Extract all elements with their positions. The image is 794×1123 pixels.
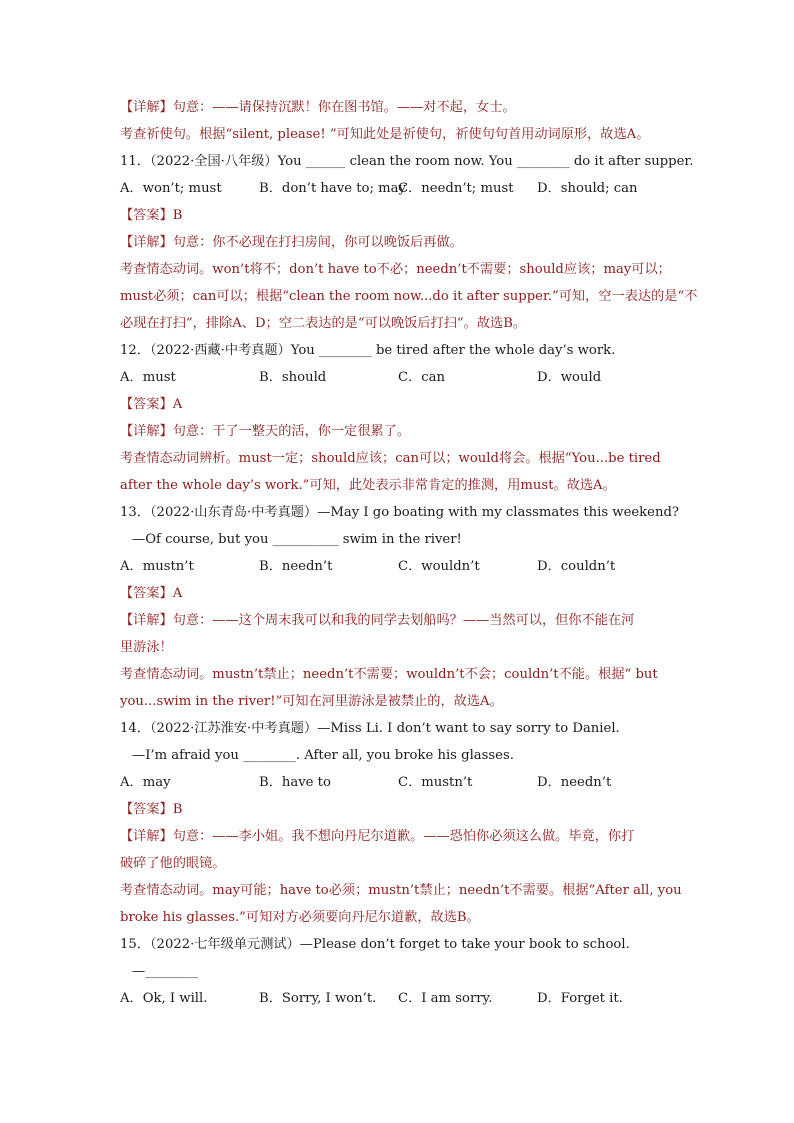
explanation-line: you...swim in the river!”可知在河里游泳是被禁止的，故选A。: [120, 694, 503, 709]
answer-options-row: [120, 553, 674, 580]
answer-option: C．can: [398, 370, 446, 385]
question-line: 15．（2022·七年级单元测试）—Please don’t forget to take your book to school.: [120, 937, 630, 952]
answer-option: B．have to: [259, 775, 331, 790]
dialogue-line: —I’m afraid you ________. After all, you broke his glasses.: [132, 748, 514, 763]
answer-option: D．couldn’t: [537, 559, 616, 574]
explanation-line: 【详解】句意：你不必现在打扫房间，你可以晚饭后再做。: [120, 235, 463, 250]
answer-option: B．should: [259, 370, 327, 385]
answer-option: D．should; can: [537, 181, 638, 196]
answer-option: C．needn’t; must: [398, 181, 514, 196]
explanation-line: must必须；can可以；根据“clean the room now...do it after supper.”可知，空一表达的是“不: [120, 289, 698, 304]
answer-line: 【答案】B: [120, 208, 183, 223]
answer-option: D．Forget it.: [537, 991, 623, 1006]
answer-option: A．must: [120, 370, 176, 385]
question-line: 14．（2022·江苏淮安·中考真题）—Miss Li. I don’t want to say sorry to Daniel.: [120, 721, 620, 736]
answer-line: 【答案】A: [120, 586, 183, 601]
answer-option: D．would: [537, 370, 602, 385]
explanation-line: 考查情态动词辨析。must一定；should应该；can可以；would将会。根据“You...be tired: [120, 451, 661, 466]
explanation-line: 【详解】句意：干了一整天的活，你一定很累了。: [120, 424, 411, 439]
answer-option: B．don’t have to; may: [259, 181, 406, 196]
dialogue-line: —Of course, but you __________ swim in the river!: [132, 532, 462, 547]
explanation-line: 必现在打扫”，排除A、D；空二表达的是“可以晚饭后打扫”。故选B。: [120, 316, 527, 331]
explanation-line: 破碎了他的眼镜。: [120, 856, 226, 871]
dialogue-line: —________: [132, 964, 198, 979]
answer-option: A．Ok, I will.: [120, 991, 208, 1006]
answer-options-row: [120, 769, 674, 796]
explanation-line: 考查情态动词。may可能；have to必须；mustn’t禁止；needn’t不需要。根据“After all, you: [120, 883, 682, 898]
answer-option: B．Sorry, I won’t.: [259, 991, 377, 1006]
answer-option: A．won’t; must: [120, 181, 222, 196]
answer-line: 【答案】B: [120, 802, 183, 817]
explanation-line: 【详解】句意：——李小姐。我不想向丹尼尔道歉。——恐怕你必须这么做。毕竟，你打: [120, 829, 635, 844]
answer-option: C．wouldn’t: [398, 559, 480, 574]
answer-line: 【答案】A: [120, 397, 183, 412]
answer-option: C．mustn’t: [398, 775, 473, 790]
explanation-line: 考查情态动词。won’t将不；don’t have to不必；needn’t不需要；should应该；may可以；: [120, 262, 671, 277]
explanation-line: 里游泳！: [120, 640, 173, 655]
explanation-line: 考查祈使句。根据“silent, please! ”可知此处是祈使句，祈使句句首用动词原形，故选A。: [120, 127, 650, 142]
explanation-line: broke his glasses.”可知对方必须要向丹尼尔道歉，故选B。: [120, 910, 480, 925]
explanation-line: 考查情态动词。mustn’t禁止；needn’t不需要；wouldn’t不会；couldn’t不能。根据“ but: [120, 667, 658, 682]
answer-option: B．needn’t: [259, 559, 333, 574]
question-line: 11．（2022·全国·八年级）You ______ clean the room now. You ________ do it after supper.: [120, 154, 694, 169]
answer-option: C．I am sorry.: [398, 991, 493, 1006]
explanation-line: 【详解】句意：——这个周末我可以和我的同学去划船吗？——当然可以，但你不能在河: [120, 613, 635, 628]
answer-options-row: [120, 175, 674, 202]
answer-option: D．needn’t: [537, 775, 612, 790]
question-line: 13．（2022·山东青岛·中考真题）—May I go boating with my classmates this weekend?: [120, 505, 679, 520]
explanation-line: after the whole day’s work.”可知，此处表示非常肯定的推测，用must。故选A。: [120, 478, 616, 493]
explanation-line: 【详解】句意：——请保持沉默！你在图书馆。——对不起，女士。: [120, 100, 516, 115]
answer-options-row: [120, 364, 674, 391]
answer-options-row: [120, 985, 674, 1012]
answer-option: A．mustn’t: [120, 559, 194, 574]
answer-option: A．may: [120, 775, 171, 790]
question-line: 12．（2022·西藏·中考真题）You ________ be tired after the whole day’s work.: [120, 343, 616, 358]
